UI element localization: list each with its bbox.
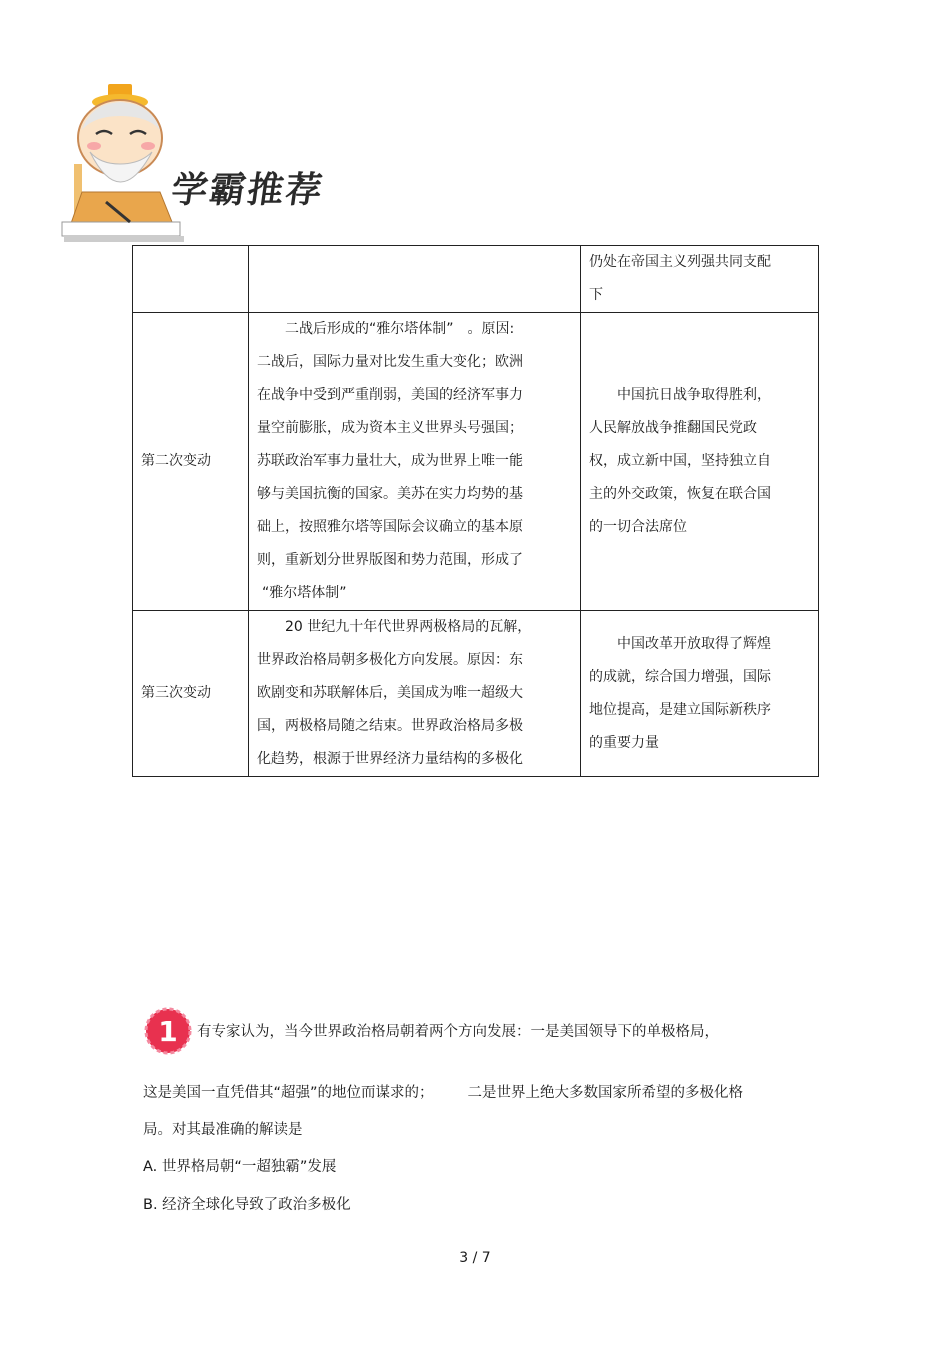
china-cell bbox=[581, 246, 819, 313]
answer-option[interactable] bbox=[143, 1191, 793, 1229]
question-text: 二是世界上绝大多数国家所希望的多极化格 bbox=[467, 1085, 744, 1101]
option-text: 世界格局朝“一超独霸”发展 bbox=[161, 1159, 337, 1175]
page-number: 3 / 7 bbox=[459, 1250, 491, 1266]
cell-line: 够与美国抗衡的国家。美苏在实力均势的基 bbox=[257, 486, 523, 502]
question-block bbox=[143, 1018, 793, 1229]
question-line bbox=[143, 1079, 793, 1116]
question-number: 1 bbox=[158, 1015, 178, 1048]
cause-cell bbox=[249, 246, 581, 313]
china-cell bbox=[581, 313, 819, 611]
section-title: 学霸推荐 bbox=[168, 169, 327, 211]
cell-line: 世界政治格局朝多极化方向发展。原因：东 bbox=[257, 652, 523, 668]
cell-line: “雅尔塔体制” bbox=[262, 585, 347, 601]
cause-cell bbox=[249, 313, 581, 611]
question-line: 有专家认为，当今世界政治格局朝着两个方向发展：一是美国领导下的单极格局， bbox=[197, 1024, 719, 1040]
table-row bbox=[133, 246, 819, 313]
cell-line: 础上，按照雅尔塔等国际会议确立的基本原 bbox=[257, 519, 523, 535]
option-text: 经济全球化导致了政治多极化 bbox=[162, 1197, 351, 1213]
scholar-mascot-illustration bbox=[60, 82, 190, 244]
table-row bbox=[133, 313, 819, 611]
row-label-cell: 第二次变动 bbox=[133, 313, 249, 611]
cell-line: 欧剧变和苏联解体后，美国成为唯一超级大 bbox=[257, 685, 523, 701]
cell-line: 仍处在帝国主义列强共同支配 bbox=[589, 254, 771, 270]
cell-line: 则，重新划分世界版图和势力范围，形成了 bbox=[257, 552, 523, 568]
row-label-cell: 第三次变动 bbox=[133, 611, 249, 777]
answer-option[interactable] bbox=[143, 1153, 793, 1191]
cell-line: 化趋势，根源于世界经济力量结构的多极化 bbox=[257, 751, 523, 767]
cell-line: 主的外交政策，恢复在联合国 bbox=[589, 486, 771, 502]
cell-line: 量空前膨胀，成为资本主义世界头号强国； bbox=[257, 420, 523, 436]
china-cell bbox=[581, 611, 819, 777]
cause-cell bbox=[249, 611, 581, 777]
cell-line: 二战后，国际力量对比发生重大变化；欧洲 bbox=[257, 354, 523, 370]
table-row bbox=[133, 611, 819, 777]
cell-line: 中国抗日战争取得胜利， bbox=[617, 387, 771, 403]
cell-line: 的成就，综合国力增强，国际 bbox=[589, 668, 771, 685]
cell-line: 中国改革开放取得了辉煌 bbox=[617, 635, 771, 652]
row-label-cell bbox=[133, 246, 249, 313]
cell-line: 的一切合法席位 bbox=[589, 519, 687, 535]
cell-line: 权，成立新中国，坚持独立自 bbox=[589, 453, 771, 469]
cell-line: 二战后形成的“雅尔塔体制” 。原因: bbox=[285, 321, 515, 337]
option-letter: A. bbox=[143, 1159, 158, 1175]
cell-line: 的重要力量 bbox=[589, 734, 659, 751]
cell-line: 在战争中受到严重削弱，美国的经济军事力 bbox=[257, 387, 523, 403]
question-text: 这是美国一直凭借其“超强”的地位而谋求的； bbox=[143, 1085, 434, 1101]
cell-line: 20 世纪九十年代世界两极格局的瓦解， bbox=[285, 619, 532, 635]
cell-line: 人民解放战争推翻国民党政 bbox=[589, 420, 757, 436]
question-line: 局。对其最准确的解读是 bbox=[143, 1122, 303, 1138]
cell-line: 地位提高，是建立国际新秩序 bbox=[589, 701, 771, 718]
option-letter: B. bbox=[143, 1197, 158, 1213]
cell-line: 国，两极格局随之结束。世界政治格局多极 bbox=[257, 718, 523, 734]
history-table bbox=[132, 245, 819, 777]
cell-line: 苏联政治军事力量壮大，成为世界上唯一能 bbox=[257, 453, 523, 469]
cell-line: 下 bbox=[589, 287, 603, 303]
